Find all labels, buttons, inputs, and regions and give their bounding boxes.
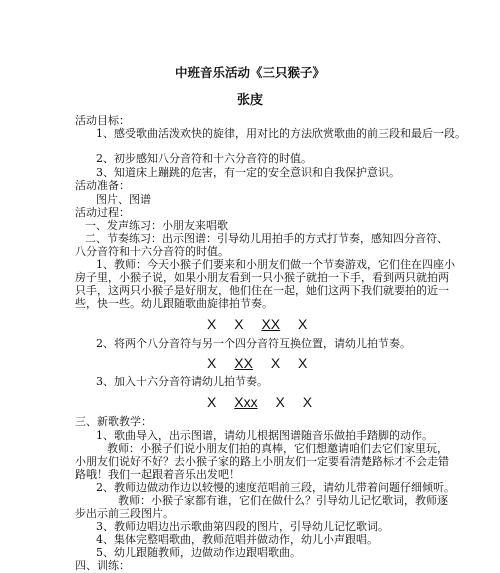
step-1: 一、发声练习：小朋友来唱歌 bbox=[85, 219, 228, 232]
step-2-sub-1-line-3: 只手，这两只小猴子是好朋友，他们住在一起，她们这两下我们就要拍的近一 bbox=[75, 284, 449, 297]
rhythm-note: X bbox=[298, 316, 308, 332]
step-2-sub-2: 2、将两个八分音符与另一个四分音符互换位置，请幼儿拍节奏。 bbox=[96, 337, 411, 350]
step-3-sub-2-line-1: 2、教师边做动作边以较慢的速度范唱前三段，请幼儿带着问题仔细倾听。 bbox=[96, 481, 455, 494]
rhythm-note: X bbox=[270, 355, 281, 371]
step-3-heading: 三、新歌教学： bbox=[75, 415, 152, 428]
rhythm-pattern-1 bbox=[200, 316, 314, 332]
rhythm-pattern-2 bbox=[200, 355, 314, 371]
step-2-line-2: 八分音符和十六分音符的时值。 bbox=[75, 245, 229, 258]
step-4-heading-partial: 四、训练： bbox=[75, 559, 130, 572]
rhythm-note-eighths: XX bbox=[261, 316, 281, 332]
step-2-sub-1-line-2: 房子里，小猴子说，如果小朋友看到一只小猴子就拍一下手，看到两只就拍两 bbox=[75, 271, 449, 284]
step-3-sub-1-line-2: 教师：小猴子们说小朋友们拍的真棒，它们想邀请咱们去它们家里玩， bbox=[107, 442, 448, 455]
rhythm-note: X bbox=[207, 316, 217, 332]
rhythm-note: X bbox=[207, 394, 217, 410]
author-name: 张庋 bbox=[236, 93, 263, 108]
step-2-sub-1-line-4: 些，快一些。幼儿跟随歌曲旋律拍节奏。 bbox=[75, 297, 273, 310]
step-2-sub-1-line-1: 1、教师：今天小猴子们要来和小朋友们做一个节奏游戏，它们住在四座小 bbox=[96, 258, 455, 271]
goal-1: 1、感受歌曲活泼欢快的旋律，用对比的方法欣赏歌曲的前三段和最后一段。 bbox=[96, 127, 466, 140]
step-3-sub-1-line-3: 小朋友们说好不好？去小猴子家的路上小朋友们一定要看清楚路标才不会走错 bbox=[75, 455, 449, 468]
step-3-sub-5: 5、幼儿跟随教师，边做动作边跟唱歌曲。 bbox=[96, 546, 301, 559]
step-2-line-1: 二、节奏练习：出示图谱：引导幼儿用拍手的方式打节奏，感知四分音符、 bbox=[85, 232, 448, 245]
rhythm-pattern-3 bbox=[200, 394, 319, 410]
document-title: 中班音乐活动《三只猴子》 bbox=[174, 65, 325, 80]
step-2-sub-3: 3、加入十六分音符请幼儿拍节奏。 bbox=[96, 375, 268, 388]
process-heading: 活动过程： bbox=[75, 206, 130, 219]
rhythm-note: X bbox=[207, 355, 217, 371]
prep-heading: 活动准备： bbox=[75, 179, 130, 192]
step-3-sub-2-line-2: 教师：小猴子家都有谁，它们在做什么？引导幼儿记忆歌词，教师逐 bbox=[118, 494, 448, 507]
goals-heading: 活动目标： bbox=[75, 114, 130, 127]
goal-2: 2、初步感知八分音符和十六分音符的时值。 bbox=[96, 152, 312, 165]
rhythm-note: X bbox=[275, 394, 285, 410]
step-3-sub-3: 3、教师边唱边出示歌曲第四段的图片，引导幼儿记忆歌词。 bbox=[96, 520, 389, 533]
rhythm-note-eighths: XX bbox=[234, 355, 253, 371]
rhythm-note: X bbox=[234, 316, 244, 332]
prep-items: 图片、图谱 bbox=[96, 193, 151, 206]
step-3-sub-2-line-3: 步出示前三段图片。 bbox=[75, 507, 174, 520]
rhythm-note: X bbox=[302, 394, 313, 410]
step-3-sub-1-line-4: 路哦！我们一起跟着音乐出发吧！ bbox=[75, 468, 240, 481]
goal-3: 3、知道床上蹦跳的危害，有一定的安全意识和自我保护意识。 bbox=[96, 166, 400, 179]
step-3-sub-1-line-1: 1、歌曲导入，出示图谱，请幼儿根据图谱随音乐做拍手踏脚的动作。 bbox=[96, 429, 433, 442]
rhythm-note: X bbox=[298, 355, 308, 371]
rhythm-note-sixteenths: Xxx bbox=[234, 394, 258, 410]
step-3-sub-4: 4、集体完整唱歌曲，教师范唱并做动作，幼儿小声跟唱。 bbox=[96, 533, 378, 546]
